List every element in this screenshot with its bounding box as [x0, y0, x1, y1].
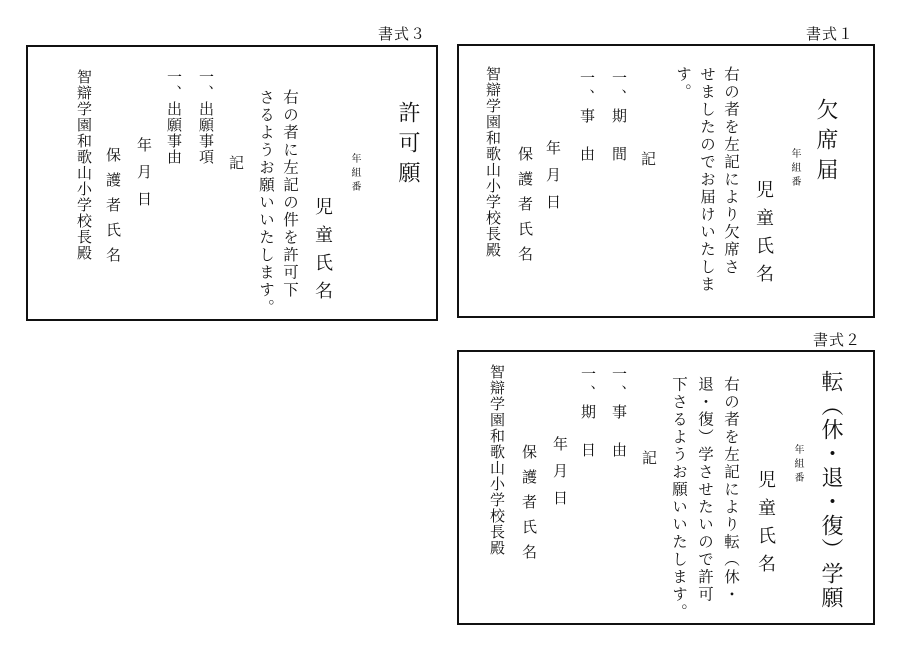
form1-title: 欠席届 [813, 98, 838, 188]
form2-class-line: 年組番 [792, 444, 803, 486]
form2-body-line-1: 右の者を左記により転（休・ [722, 376, 740, 604]
form3-date: 年月日 [135, 137, 153, 218]
form1-addressee: 智辯学園和歌山小学校長殿 [484, 66, 502, 258]
form1-body-line-3: す。 [674, 66, 692, 101]
form3-ki: 記 [227, 155, 245, 174]
form1-card [457, 44, 875, 318]
form1-body-line-1: 右の者を左記により欠席さ [722, 66, 740, 276]
form3-addressee: 智辯学園和歌山小学校長殿 [75, 69, 93, 261]
form3-item-1: 一、出願事項 [197, 69, 215, 165]
form2-student-name: 児童氏名 [755, 470, 776, 582]
form3-student-name: 児童氏名 [312, 197, 333, 309]
form1-student-name: 児童氏名 [753, 180, 774, 292]
form3-label: 書式３ [378, 25, 427, 43]
form1-label: 書式１ [806, 25, 855, 43]
form1-date: 年月日 [544, 140, 562, 221]
form2-title: 転（休・退・復）学願 [818, 370, 843, 610]
form2-label: 書式２ [813, 331, 862, 349]
form2-ki: 記 [640, 450, 658, 469]
form2-addressee: 智辯学園和歌山小学校長殿 [488, 364, 506, 556]
form1-class-line: 年組番 [789, 148, 800, 190]
form1-ki: 記 [639, 151, 657, 170]
form3-body-line-1: 右の者に左記の件を許可下 [281, 89, 299, 299]
form2-card [457, 350, 875, 625]
form1-body-text [671, 66, 743, 294]
form3-item-2: 一、出願事由 [165, 69, 183, 165]
form3-body-line-2: さるようお願いいたします。 [257, 89, 275, 317]
form3-guardian: 保護者氏名 [104, 147, 122, 272]
form3-body-text [254, 89, 302, 317]
form3-class-line: 年組番 [349, 153, 360, 195]
form2-body-line-3: 下さるようお願いいたします。 [670, 376, 688, 621]
form2-item-2: 一、期 日 [579, 366, 597, 461]
form2-date: 年月日 [551, 436, 569, 517]
form2-body-text [666, 376, 744, 621]
form3-card [26, 45, 438, 321]
form2-body-line-2: 退・復）学させたいので許可 [696, 376, 714, 604]
form2-item-1: 一、事 由 [610, 366, 628, 461]
form2-guardian: 保護者氏名 [520, 444, 538, 569]
form1-item-1: 一、期 間 [610, 70, 628, 165]
form1-body-line-2: せましたのでお届けいたしま [698, 66, 716, 294]
form1-item-2: 一、事 由 [578, 70, 596, 165]
form1-guardian: 保護者氏名 [516, 146, 534, 271]
form3-title: 許可願 [395, 101, 420, 191]
